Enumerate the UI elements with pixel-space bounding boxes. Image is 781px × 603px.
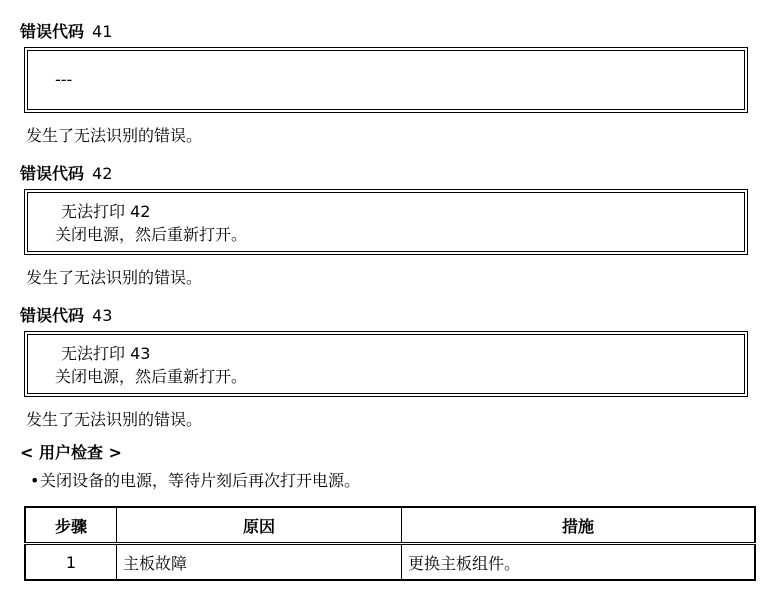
error-message-box-43 [24,331,748,397]
bullet-dot-icon: • [30,471,40,490]
error-description-42: 发生了无法识别的错误。 [26,268,203,287]
table-row [25,544,755,581]
troubleshooting-table [24,506,756,581]
message-line: --- [55,70,73,89]
error-message-box-41 [24,47,748,113]
error-code-label: 错误代码 [20,164,85,183]
cell-cause: 主板故障 [117,544,402,581]
error-code-label: 错误代码 [20,306,85,325]
cell-action: 更换主板组件。 [402,544,756,581]
error-heading-43 [20,306,112,326]
cell-step: 1 [25,544,117,581]
error-heading-42 [20,164,112,184]
error-message-box-42 [24,189,748,255]
error-code-number: 41 [92,22,113,41]
error-description-41: 发生了无法识别的错误。 [26,126,203,145]
message-line-1: 无法打印 43 [61,344,151,363]
error-code-number: 42 [92,164,113,183]
user-check-title: < 用户检查 > [20,443,122,462]
header-step: 步骤 [25,507,117,544]
error-code-number: 43 [92,306,113,325]
header-action: 措施 [402,507,756,544]
error-heading-41 [20,22,112,42]
message-line-2: 关闭电源，然后重新打开。 [55,367,248,386]
error-code-label: 错误代码 [20,22,85,41]
user-check-text: 关闭设备的电源，等待片刻后再次打开电源。 [40,471,361,490]
header-cause: 原因 [117,507,402,544]
message-line-1: 无法打印 42 [61,202,151,221]
error-description-43: 发生了无法识别的错误。 [26,410,203,429]
user-check-bullet [30,471,360,491]
table-header-row [25,507,755,544]
message-line-2: 关闭电源，然后重新打开。 [55,225,248,244]
